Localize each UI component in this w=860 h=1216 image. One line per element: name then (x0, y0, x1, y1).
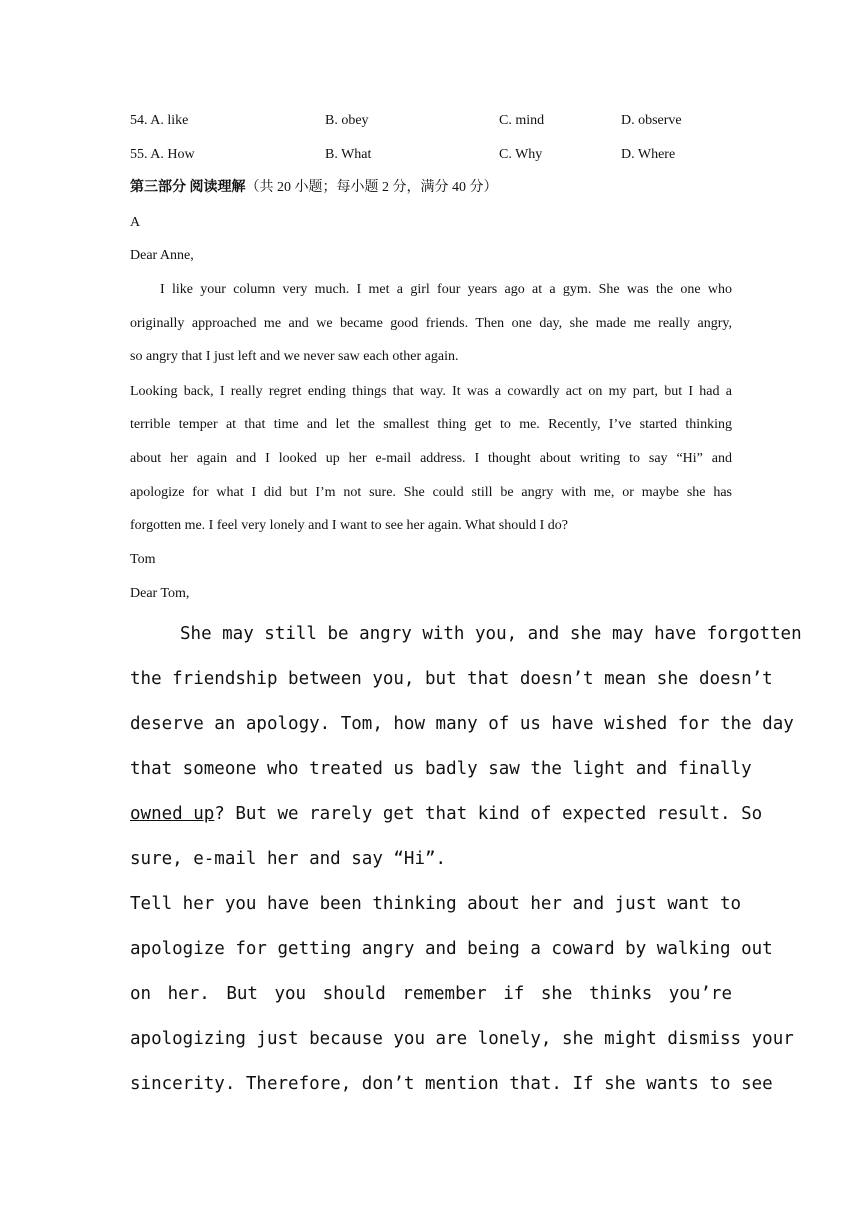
letter2-line: She may still be angry with you, and she may have forgotten (180, 624, 802, 644)
option-b: B. What (325, 147, 372, 162)
underlined-phrase: owned up (130, 804, 215, 824)
letter1-line: originally approached me and we became good friends. Then one day, she made me really angry, (130, 316, 732, 331)
letter2-line: sure, e-mail her and say “Hi”. (130, 849, 447, 869)
letter2-line: deserve an apology. Tom, how many of us have wished for the day (130, 714, 794, 734)
letter1-line: about her again and I looked up her e-mail address. I thought about writing to say “Hi” and (130, 451, 732, 466)
option-a: 54. A. like (130, 113, 189, 128)
letter2-line: Tell her you have been thinking about her and just want to (130, 894, 742, 914)
letter1-line: forgotten me. I feel very lonely and I want to see her again. What should I do? (130, 518, 569, 533)
letter2-line: apologizing just because you are lonely, she might dismiss your (130, 1029, 794, 1049)
option-c: C. Why (499, 147, 543, 162)
letter1-line: I like your column very much. I met a girl four years ago at a gym. She was the one who (160, 282, 732, 297)
option-a: 55. A. How (130, 147, 195, 162)
letter1-line: terrible temper at that time and let the smallest thing get to me. Recently, I’ve started thinking (130, 417, 732, 432)
question-55 (130, 145, 732, 165)
letter2-line: apologize for getting angry and being a coward by walking out (130, 939, 773, 959)
letter2-line: sincerity. Therefore, don’t mention that. If she wants to see (130, 1074, 773, 1094)
option-b: B. obey (325, 113, 369, 128)
section-title: 第三部分 阅读理解 (130, 180, 246, 195)
letter1-greeting: Dear Anne, (130, 248, 194, 263)
letter1-line: apologize for what I did but I’m not sure. She could still be angry with me, or maybe she has (130, 485, 732, 500)
option-d: D. observe (621, 113, 682, 128)
letter2-line: that someone who treated us badly saw the light and finally (130, 759, 752, 779)
letter2-line: the friendship between you, but that doesn’t mean she doesn’t (130, 669, 773, 689)
option-d: D. Where (621, 147, 676, 162)
section-note: （共 20 小题；每小题 2 分，满分 40 分） (245, 180, 498, 195)
letter2-greeting: Dear Tom, (130, 586, 190, 601)
option-c: C. mind (499, 113, 545, 128)
letter2-line (130, 799, 763, 829)
passage-label: A (130, 215, 141, 230)
letter1-line: Looking back, I really regret ending things that way. It was a cowardly act on my part, but I had a (130, 384, 732, 399)
line-rest: ? But we rarely get that kind of expected result. So (214, 804, 763, 824)
letter2-line: on her. But you should remember if she thinks you’re (130, 984, 732, 1004)
letter1-line: so angry that I just left and we never saw each other again. (130, 349, 459, 364)
section-heading (130, 178, 498, 198)
letter1-signature: Tom (130, 552, 156, 567)
question-54 (130, 111, 732, 131)
